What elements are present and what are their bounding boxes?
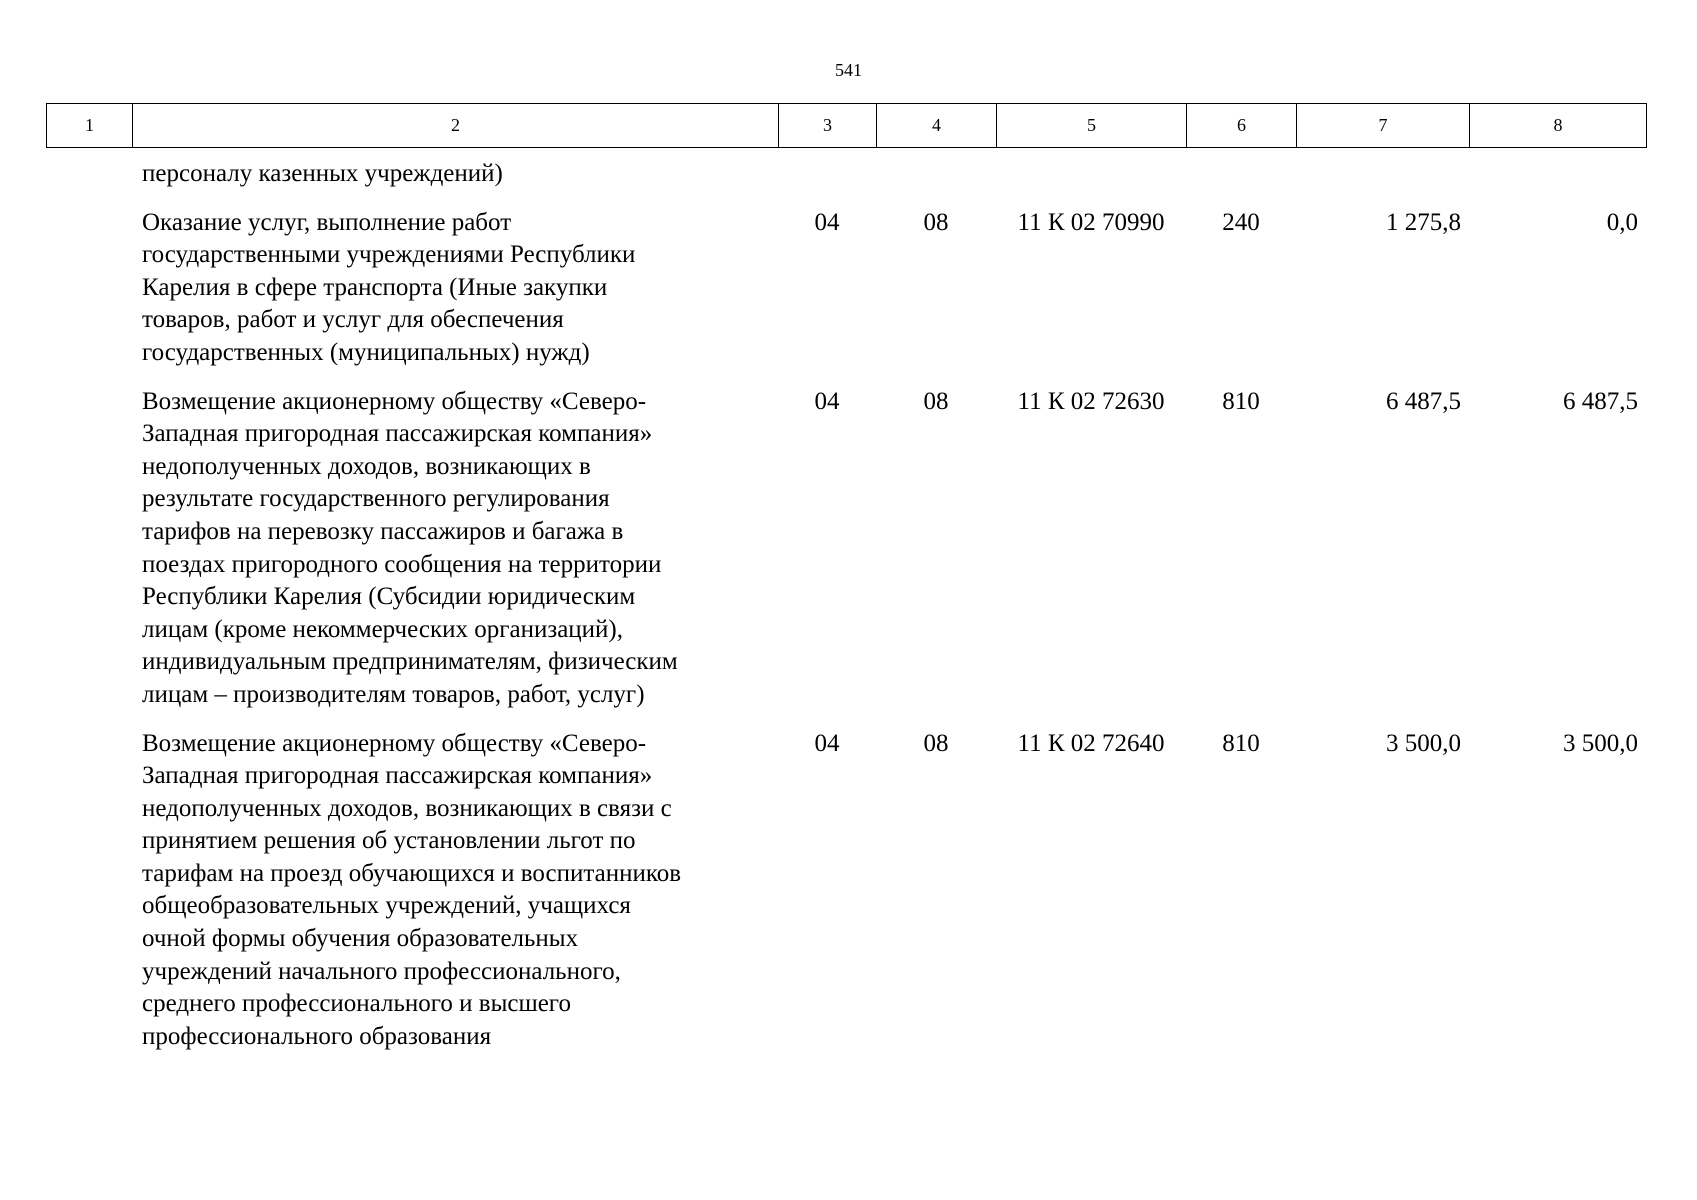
budget-table-body bbox=[46, 158, 1646, 1069]
row-subsection: 08 bbox=[923, 729, 949, 757]
row-name: Возмещение акционерному обществу «Северо- Западная пригородная пассажирская компания» недополученных доходов, возникающих в связи с принятием решения об установлении льгот по тарифам на проезд обучающихся и воспитанников общеобразовательных учреждений, учащихся очной формы обучения образовательных учреждений начального профессионального, среднего профессионального и высшего профессионального образования bbox=[142, 729, 682, 1050]
row-target-article: 11 К 02 72630 bbox=[1017, 387, 1165, 415]
row-expense-type: 810 bbox=[1222, 729, 1260, 757]
column-header-4: 4 bbox=[877, 104, 997, 148]
table-row bbox=[46, 728, 1646, 1070]
table-row bbox=[46, 386, 1646, 728]
row-section: 04 bbox=[814, 729, 840, 757]
row-amount-2: 0,0 bbox=[1606, 208, 1639, 236]
row-target-article: 11 К 02 72640 bbox=[1017, 729, 1165, 757]
row-subsection: 08 bbox=[923, 208, 949, 236]
table-row bbox=[46, 158, 1646, 207]
column-header-table bbox=[46, 103, 1647, 148]
column-header-row bbox=[47, 104, 1647, 148]
row-subsection: 08 bbox=[923, 387, 949, 415]
row-target-article: 11 К 02 70990 bbox=[1017, 208, 1165, 236]
row-section bbox=[778, 158, 876, 207]
column-header-6: 6 bbox=[1187, 104, 1297, 148]
row-expense-type: 810 bbox=[1222, 387, 1260, 415]
row-amount-2: 6 487,5 bbox=[1563, 387, 1639, 415]
table-row bbox=[46, 207, 1646, 386]
row-amount-1: 6 487,5 bbox=[1386, 387, 1462, 415]
row-amount-1 bbox=[1296, 158, 1469, 207]
row-name: Возмещение акционерному обществу «Северо- Западная пригородная пассажирская компания» недополученных доходов, возникающих в результате государственного регулирования тарифов на перевозку пассажиров и багажа в поездах пригородного сообщения на территории Республики Карелия (Субсидии юридическим лицам (кроме некоммерческих организаций), индивидуальным предпринимателям, физическим лицам – производителям товаров, работ, услуг) bbox=[142, 387, 678, 708]
row-name: Оказание услуг, выполнение работ государственными учреждениями Республики Карелия в сфере транспорта (Иные закупки товаров, работ и услуг для обеспечения государственных (муниципальных) нужд) bbox=[142, 208, 636, 366]
column-header-2: 2 bbox=[133, 104, 779, 148]
column-header-8: 8 bbox=[1470, 104, 1647, 148]
row-amount-2: 3 500,0 bbox=[1563, 729, 1639, 757]
row-target-article bbox=[996, 158, 1186, 207]
row-expense-type: 240 bbox=[1222, 208, 1260, 236]
column-header-7: 7 bbox=[1297, 104, 1470, 148]
row-section: 04 bbox=[814, 387, 840, 415]
row-amount-1: 3 500,0 bbox=[1386, 729, 1462, 757]
page-number: 541 bbox=[835, 60, 862, 80]
column-header-3: 3 bbox=[779, 104, 877, 148]
column-header-1: 1 bbox=[47, 104, 133, 148]
column-header-5: 5 bbox=[997, 104, 1187, 148]
row-name: персоналу казенных учреждений) bbox=[142, 160, 503, 187]
row-amount-1: 1 275,8 bbox=[1386, 208, 1462, 236]
row-section: 04 bbox=[814, 208, 840, 236]
row-amount-2 bbox=[1469, 158, 1646, 207]
row-subsection bbox=[876, 158, 996, 207]
row-expense-type bbox=[1186, 158, 1296, 207]
